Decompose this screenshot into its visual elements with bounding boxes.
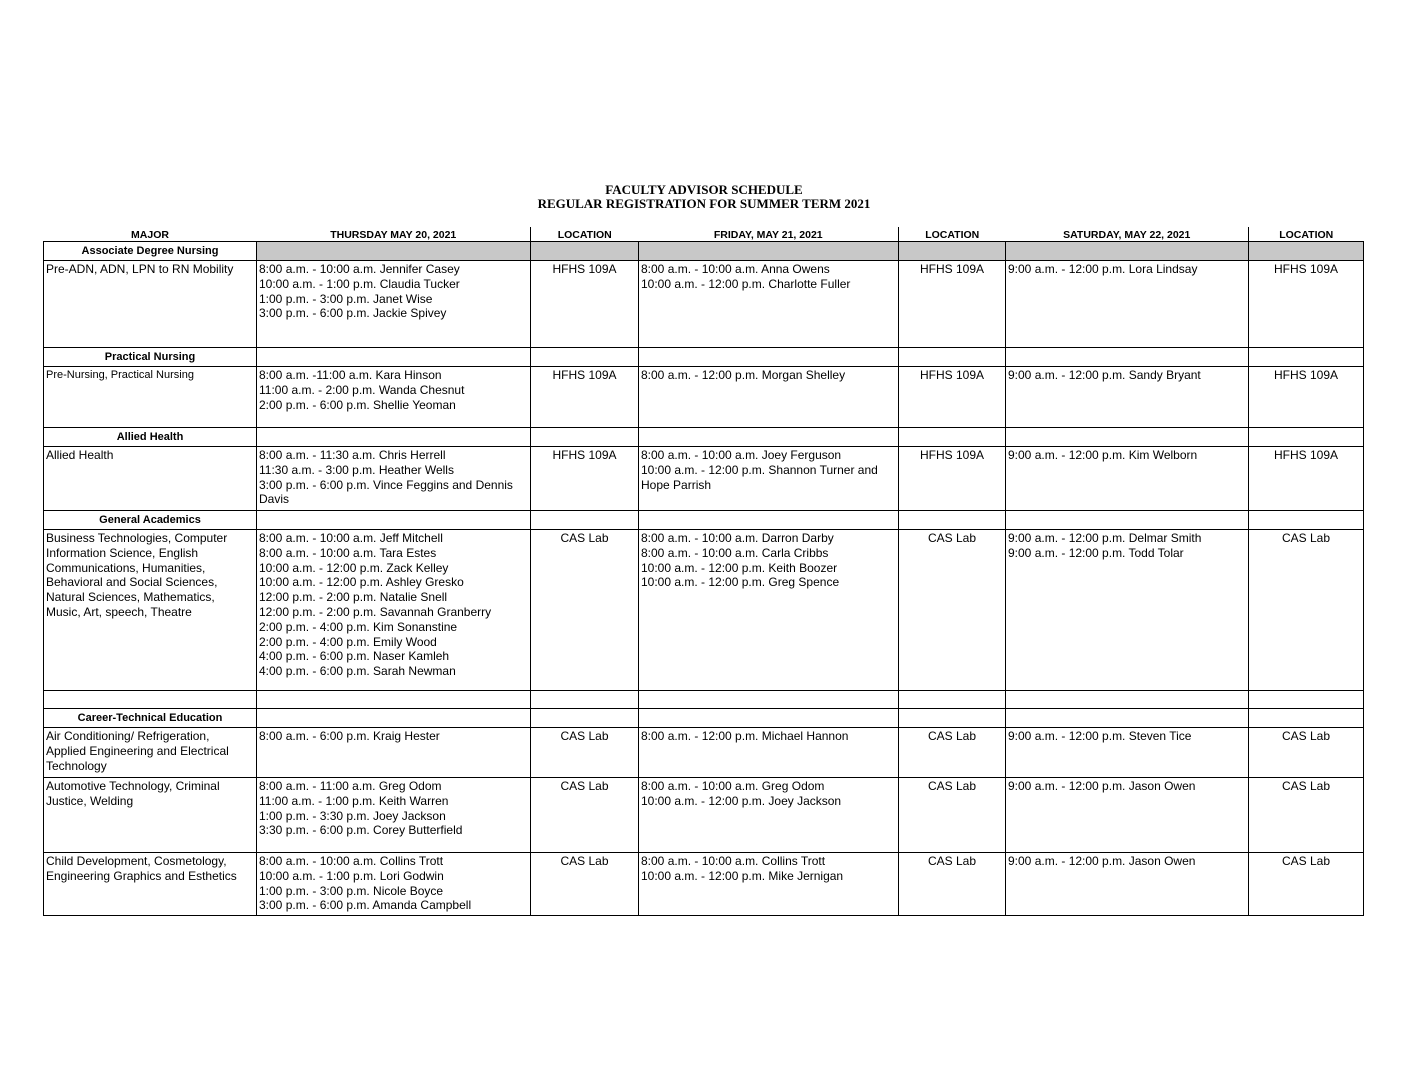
table-row (44, 778, 1364, 853)
header-major: MAJOR (131, 229, 169, 241)
saturday-slots: 9:00 a.m. - 12:00 p.m. Steven Tice (1006, 728, 1249, 778)
saturday-slots: 9:00 a.m. - 12:00 p.m. Delmar Smith 9:00 a.m. - 12:00 p.m. Todd Tolar (1006, 530, 1249, 691)
location-cell: CAS Lab (531, 728, 639, 778)
section-label: Associate Degree Nursing (44, 242, 257, 261)
location-cell: CAS Lab (531, 778, 639, 853)
header-location: LOCATION (531, 227, 639, 242)
thursday-slots: 8:00 a.m. - 10:00 a.m. Jennifer Casey 10:00 a.m. - 1:00 p.m. Claudia Tucker 1:00 p.m. - 3:00 p.m. Janet Wise 3:00 p.m. - 6:00 p.m. Jackie Spivey (257, 261, 531, 348)
header-friday: FRIDAY, MAY 21, 2021 (713, 229, 823, 241)
saturday-slots: 9:00 a.m. - 12:00 p.m. Jason Owen (1006, 853, 1249, 916)
document-subtitle: REGULAR REGISTRATION FOR SUMMER TERM 2021 (537, 196, 871, 211)
major-cell: Child Development, Cosmetology, Engineering Graphics and Esthetics (44, 853, 257, 916)
friday-slots: 8:00 a.m. - 10:00 a.m. Anna Owens 10:00 a.m. - 12:00 p.m. Charlotte Fuller (639, 261, 899, 348)
location-cell: CAS Lab (1249, 853, 1364, 916)
major-cell: Allied Health (44, 447, 257, 511)
section-label: Practical Nursing (44, 348, 257, 367)
saturday-slots: 9:00 a.m. - 12:00 p.m. Kim Welborn (1006, 447, 1249, 511)
friday-slots: 8:00 a.m. - 10:00 a.m. Greg Odom 10:00 a.m. - 12:00 p.m. Joey Jackson (639, 778, 899, 853)
location-cell: CAS Lab (1249, 778, 1364, 853)
location-cell: CAS Lab (899, 728, 1006, 778)
friday-slots: 8:00 a.m. - 10:00 a.m. Darron Darby 8:00 a.m. - 10:00 a.m. Carla Cribbs 10:00 a.m. - 12:00 p.m. Keith Boozer 10:00 a.m. - 12:00 p.m. Greg Spence (639, 530, 899, 691)
document-title-block (0, 183, 1408, 211)
location-cell: HFHS 109A (899, 367, 1006, 428)
table-row (44, 447, 1364, 511)
thursday-slots: 8:00 a.m. - 10:00 a.m. Collins Trott 10:00 a.m. - 1:00 p.m. Lori Godwin 1:00 p.m. - 3:00 p.m. Nicole Boyce 3:00 p.m. - 6:00 p.m. Amanda Campbell (257, 853, 531, 916)
advisor-schedule-table (43, 227, 1364, 916)
location-cell: HFHS 109A (899, 261, 1006, 348)
location-cell: HFHS 109A (531, 447, 639, 511)
document-title: FACULTY ADVISOR SCHEDULE (605, 182, 803, 197)
header-row (44, 227, 1364, 242)
location-cell: CAS Lab (531, 530, 639, 691)
section-row (44, 709, 1364, 728)
location-cell: HFHS 109A (531, 261, 639, 348)
friday-slots: 8:00 a.m. - 10:00 a.m. Joey Ferguson 10:00 a.m. - 12:00 p.m. Shannon Turner and Hope Parrish (639, 447, 899, 511)
thursday-slots: 8:00 a.m. - 11:00 a.m. Greg Odom 11:00 a.m. - 1:00 p.m. Keith Warren 1:00 p.m. - 3:30 p.m. Joey Jackson 3:30 p.m. - 6:00 p.m. Corey Butterfield (257, 778, 531, 853)
thursday-slots: 8:00 a.m. - 6:00 p.m. Kraig Hester (257, 728, 531, 778)
location-cell: HFHS 109A (531, 367, 639, 428)
section-row (44, 428, 1364, 447)
thursday-slots: 8:00 a.m. -11:00 a.m. Kara Hinson 11:00 a.m. - 2:00 p.m. Wanda Chesnut 2:00 p.m. - 6:00 p.m. Shellie Yeoman (257, 367, 531, 428)
major-cell: Business Technologies, Computer Information Science, English Communications, Humanities, Behavioral and Social Sciences, Natural Sciences, Mathematics, Music, Art, speech, Theatre (44, 530, 257, 691)
section-label: Career-Technical Education (44, 709, 257, 728)
location-cell: CAS Lab (899, 778, 1006, 853)
major-cell: Pre-Nursing, Practical Nursing (44, 367, 257, 428)
saturday-slots: 9:00 a.m. - 12:00 p.m. Jason Owen (1006, 778, 1249, 853)
section-row (44, 242, 1364, 261)
table-row (44, 261, 1364, 348)
section-label: Allied Health (44, 428, 257, 447)
friday-slots: 8:00 a.m. - 12:00 p.m. Morgan Shelley (639, 367, 899, 428)
header-location: LOCATION (1249, 227, 1364, 242)
location-cell: HFHS 109A (899, 447, 1006, 511)
section-row (44, 348, 1364, 367)
table-row (44, 530, 1364, 691)
thursday-slots: 8:00 a.m. - 10:00 a.m. Jeff Mitchell 8:00 a.m. - 10:00 a.m. Tara Estes 10:00 a.m. - 12:00 p.m. Zack Kelley 10:00 a.m. - 12:00 p.m. Ashley Gresko 12:00 p.m. - 2:00 p.m. Natalie Snell 12:00 p.m. - 2:00 p.m. Savannah Granberry 2:00 p.m. - 4:00 p.m. Kim Sonanstine 2:00 p.m. - 4:00 p.m. Emily Wood 4:00 p.m. - 6:00 p.m. Naser Kamleh 4:00 p.m. - 6:00 p.m. Sarah Newman (257, 530, 531, 691)
table-row (44, 853, 1364, 916)
table-row (44, 367, 1364, 428)
location-cell: CAS Lab (531, 853, 639, 916)
location-cell: HFHS 109A (1249, 367, 1364, 428)
header-saturday: SATURDAY, MAY 22, 2021 (1063, 229, 1191, 241)
location-cell: HFHS 109A (1249, 261, 1364, 348)
header-thursday: THURSDAY MAY 20, 2021 (330, 229, 457, 241)
major-cell: Air Conditioning/ Refrigeration, Applied Engineering and Electrical Technology (44, 728, 257, 778)
location-cell: CAS Lab (899, 853, 1006, 916)
location-cell: HFHS 109A (1249, 447, 1364, 511)
friday-slots: 8:00 a.m. - 12:00 p.m. Michael Hannon (639, 728, 899, 778)
thursday-slots: 8:00 a.m. - 11:30 a.m. Chris Herrell 11:30 a.m. - 3:00 p.m. Heather Wells 3:00 p.m. - 6:00 p.m. Vince Feggins and Dennis Davis (257, 447, 531, 511)
section-row (44, 511, 1364, 530)
saturday-slots: 9:00 a.m. - 12:00 p.m. Sandy Bryant (1006, 367, 1249, 428)
location-cell: CAS Lab (1249, 530, 1364, 691)
friday-slots: 8:00 a.m. - 10:00 a.m. Collins Trott 10:00 a.m. - 12:00 p.m. Mike Jernigan (639, 853, 899, 916)
saturday-slots: 9:00 a.m. - 12:00 p.m. Lora Lindsay (1006, 261, 1249, 348)
location-cell: CAS Lab (1249, 728, 1364, 778)
location-cell: CAS Lab (899, 530, 1006, 691)
section-label: General Academics (44, 511, 257, 530)
major-cell: Automotive Technology, Criminal Justice, Welding (44, 778, 257, 853)
blank-row (44, 691, 1364, 709)
header-location: LOCATION (899, 227, 1006, 242)
table-row (44, 728, 1364, 778)
major-cell: Pre-ADN, ADN, LPN to RN Mobility (44, 261, 257, 348)
